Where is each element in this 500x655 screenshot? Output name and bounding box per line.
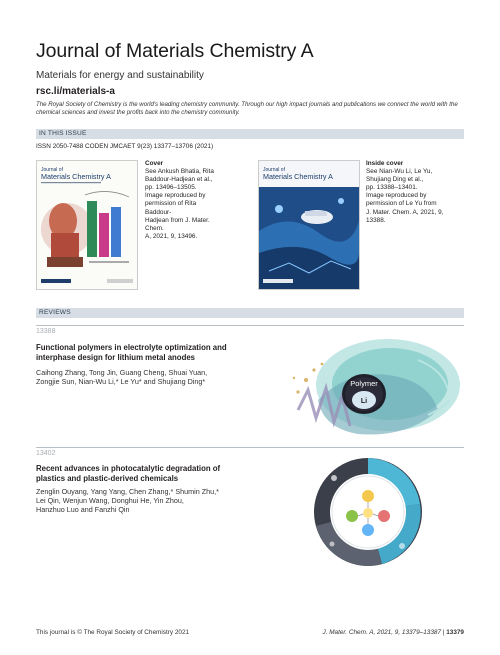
footer-citation: [322, 629, 464, 636]
article-title-line: Functional polymers in electrolyte optimization and: [36, 343, 227, 352]
issn-line: ISSN 2050-7488 CODEN JMCAET 9(23) 13377–13706 (2021): [36, 143, 214, 150]
inside-cover-line: 13388.: [366, 216, 386, 224]
in-this-issue-bar: IN THIS ISSUE: [36, 129, 464, 139]
inside-cover-line: Shujiang Ding et al.,: [366, 176, 424, 184]
article-figure: [312, 456, 424, 568]
article-figure: [278, 330, 463, 445]
inside-cover-thumbnail[interactable]: [258, 160, 360, 290]
figure-label-polymer: Polymer: [350, 379, 378, 388]
cover-thumbnail[interactable]: [36, 160, 138, 290]
photocatalysis-diagram: [312, 456, 424, 568]
lithium-anode-illustration: [278, 330, 463, 445]
inside-cover-caption: [366, 160, 456, 225]
journal-title: Journal of Materials Chemistry A: [36, 40, 314, 62]
cover-line: See Ankush Bhatia, Rita: [145, 168, 214, 176]
footer-citation-text: J. Mater. Chem. A, 2021, 9, 13379–13387 |: [322, 629, 445, 636]
figure-label-li: Li: [360, 398, 368, 405]
inside-cover-line: J. Mater. Chem. A, 2021, 9,: [366, 208, 444, 216]
inside-cover-line: Image reproduced by: [366, 192, 427, 200]
cover-line: Baddour-Hadjean et al.,: [145, 176, 213, 184]
inside-cover-title-small: Journal of: [263, 167, 285, 173]
article-title-line: Recent advances in photocatalytic degradation of: [36, 464, 221, 473]
footer-page-number: 13379: [446, 629, 464, 636]
journal-url[interactable]: rsc.li/materials-a: [36, 86, 115, 97]
cover-illustration: [37, 161, 137, 289]
cover-caption: [145, 160, 219, 241]
inside-cover-line: permission of Le Yu from: [366, 200, 437, 208]
article-authors: [36, 487, 286, 515]
inside-cover-title: Materials Chemistry A: [263, 172, 333, 181]
cover-line: pp. 13496–13505.: [145, 184, 197, 192]
footer-copyright: This journal is © The Royal Society of Chemistry 2021: [36, 629, 190, 636]
cover-heading: Cover: [145, 160, 164, 167]
cover-line: permission of Rita Baddour-: [145, 200, 197, 216]
inside-cover-heading: Inside cover: [366, 160, 404, 167]
article-title-line: plastics and plastic-derived chemicals: [36, 474, 179, 483]
article-title-line: interphase design for lithium metal anodes: [36, 353, 195, 362]
inside-cover-line: See Nian-Wu Li, Le Yu,: [366, 168, 433, 176]
divider: [36, 325, 464, 326]
reviews-bar: REVIEWS: [36, 308, 464, 318]
cover-line: Hadjean from J. Mater. Chem.: [145, 216, 210, 232]
article-authors: [36, 368, 286, 386]
cover-line: A, 2021, 9, 13496.: [145, 232, 198, 240]
cover-title-small: Journal of: [41, 167, 63, 173]
article-page-number: 13402: [36, 450, 56, 457]
article-title[interactable]: [36, 464, 276, 484]
inside-cover-line: pp. 13388–13401.: [366, 184, 418, 192]
article-page-number: 13388: [36, 328, 56, 335]
article-author-line: Zenglin Ouyang, Yang Yang, Chen Zhang,* Shumin Zhu,*: [36, 487, 219, 496]
article-title[interactable]: [36, 343, 276, 363]
journal-description: The Royal Society of Chemistry is the world's leading chemistry community. Through our high impact journals and publications we connect the world with the chemical sciences and invest the profits back into the chemistry community.: [36, 101, 458, 117]
cover-line: Image reproduced by: [145, 192, 206, 200]
cover-title: Materials Chemistry A: [41, 172, 111, 181]
divider: [36, 447, 464, 448]
inside-cover-illustration: [259, 161, 359, 289]
article-author-line: Lei Qin, Wenjun Wang, Donghui He, Yin Zhou,: [36, 496, 184, 506]
article-author-line: Zongjie Sun, Nian-Wu Li,* Le Yu* and Shujiang Ding*: [36, 377, 206, 387]
article-author-line: Hanzhuo Luo and Fanzhi Qin: [36, 505, 130, 515]
article-author-line: Caihong Zhang, Tong Jin, Guang Cheng, Shuai Yuan,: [36, 368, 208, 377]
journal-subtitle: Materials for energy and sustainability: [36, 70, 204, 81]
